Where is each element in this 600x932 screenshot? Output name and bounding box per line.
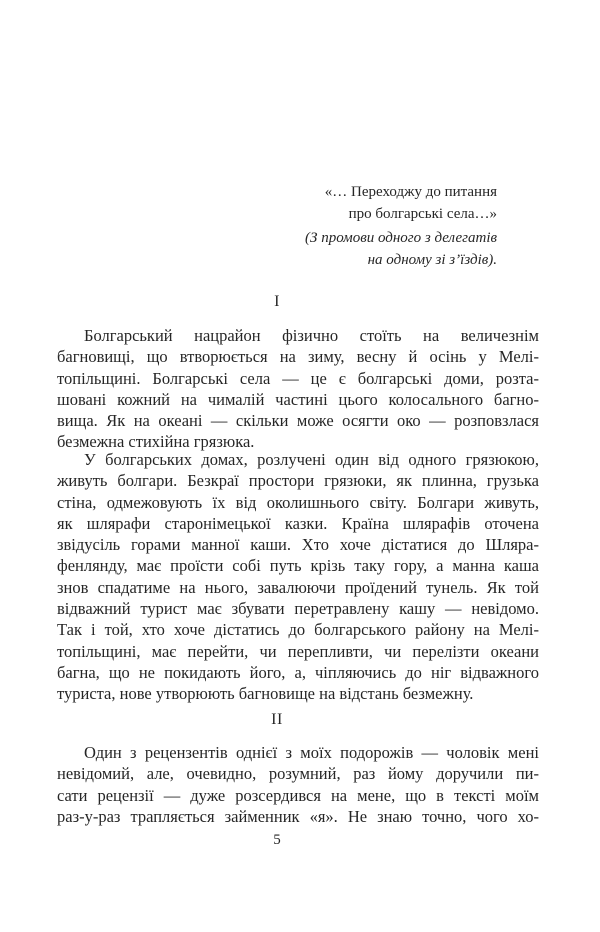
text-line: багна, що не покидають його, а, чіпляючись до ніг відважного [57,662,539,682]
text-line: вища. Як на океані — скільки може осягти око — розповзлася [57,411,539,431]
epigraph-attribution-line: на одному зі з’їздів). [367,252,497,268]
text-line: шовані кожний на чималій частині цього колосального багно- [57,389,539,409]
epigraph-quote-line: про болгарські села…» [348,206,497,222]
text-line: топільщині, має перейти, чи перепливти, чи перелізти океани [57,641,539,661]
section-heading-1: I [274,293,280,310]
text-line: сати рецензії — дуже розсердився на мене, що в тексті моїм [57,785,539,805]
text-line: безмежна стихійна грязюка. [57,432,255,452]
epigraph-attribution-line: (З промови одного з делегатів [305,230,497,246]
text-line: туриста, нове утворюють багновище на відстань безмежну. [57,684,474,704]
text-line: живуть болгари. Безкраї простори грязюки, як плинна, грузька [57,471,539,491]
text-line: Один з рецензентів однієї з моїх подорожів — чоловік мені [84,743,539,762]
text-line: відважний турист має збувати перетравлену кашу — невідомо. [57,599,539,619]
epigraph [57,181,497,271]
epigraph-quote-line: «… Переходжу до питання [324,184,497,200]
text-line: знов спадатиме на нього, завалюючи проїдений тунель. Як той [57,577,539,597]
text-line: як шлярафи старонімецької казки. Країна шлярафів оточена [57,513,539,533]
text-line: фенлянду, має проїсти собі путь крізь таку гору, а манна каша [57,556,539,576]
text-line: невідомий, але, очевидно, розумний, раз йому доручили пи- [57,764,539,784]
text-line: Болгарський нацрайон фізично стоїть на величезнім [84,326,539,345]
paragraph-2 [57,449,539,705]
text-line: звідусіль горами манної каши. Хто хоче дістатися до Шляра- [57,535,539,555]
paragraph-1 [57,325,539,453]
page-number: 5 [273,832,281,848]
text-line: Так і той, хто хоче дістатись до болгарського району на Мелі- [57,620,539,640]
text-line: У болгарських домах, розлучені один від одного грязюкою, [84,450,539,469]
section-heading-2: II [271,711,283,728]
text-line: раз-у-раз трапляється займенник «я». Не знаю точно, чого хо- [57,806,539,826]
text-line: стіна, одмежовують їх від околишнього світу. Болгари живуть, [57,492,539,512]
paragraph-3 [57,742,539,827]
text-line: топільщині. Болгарські села — це є болгарські доми, розта- [57,368,539,388]
text-line: багновищі, що втворюється на зиму, весну й осінь у Мелі- [57,347,539,367]
